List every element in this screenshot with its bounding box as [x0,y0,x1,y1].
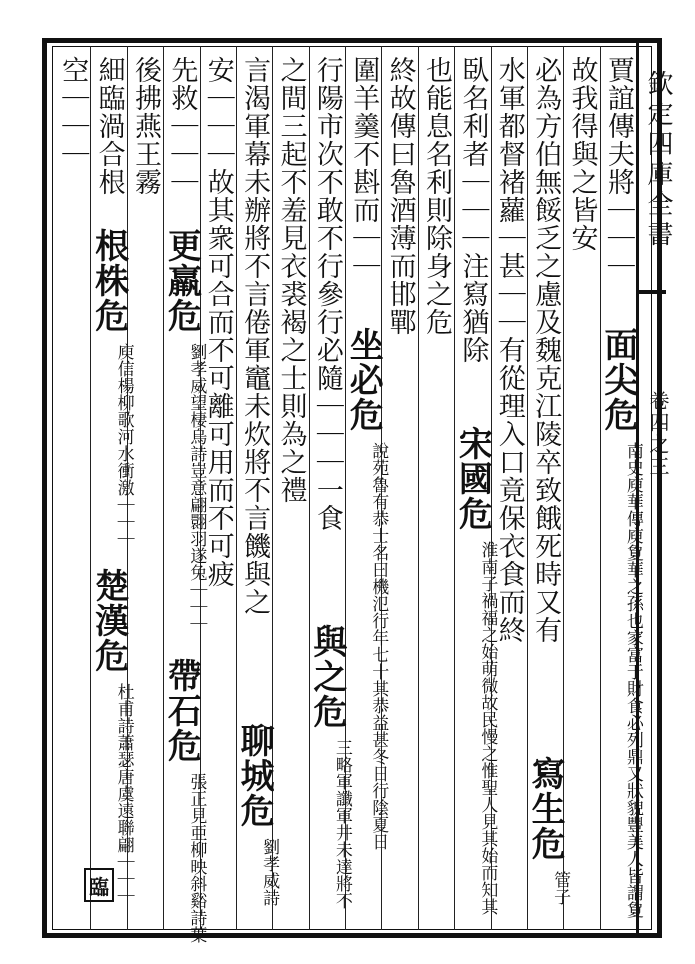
entry-heading: 楚漢危 [88,568,129,673]
annotation-note: 劉孝威詩 [259,838,280,906]
seal-text: 臨 [89,874,109,899]
column-text: 賈誼傳夫將｜｜｜ [602,56,634,280]
text-column [452,56,498,920]
column-text: 圍羊羹不斟而｜｜ [348,56,380,280]
text-column [597,56,643,920]
column-text: 水軍都督褚蘿｜甚｜｜有從理入口竟保衣食而終 [493,56,525,644]
column-text: 先救｜｜｜ [166,56,198,196]
entry-heading: 寫生危 [525,756,566,861]
volume-number: 卷四之三 [646,390,670,478]
column-text: 也能息名利則除身之危 [420,56,452,336]
annotation-note: 庾信楊柳歌河水衝激｜｜｜ [113,343,134,547]
margin-notch [636,290,666,294]
column-text: 安｜｜｜故其衆可合而不可離可用而不可疲 [202,56,234,588]
column-text: 言渴軍幕未辦將不言倦軍竈未炊將不言饑與之 [239,56,271,616]
annotation-note: 管子 [550,871,571,905]
text-column [88,56,134,920]
text-column [234,56,280,920]
book-title: 欽定四庫全書 [643,70,673,250]
column-text: 終故傳曰魯酒薄而邯鄲 [384,56,416,336]
entry-heading: 面尖危 [597,327,638,432]
text-column [420,56,452,920]
column-text: 之間三起不羞見衣裘褐之士則為之禮 [275,56,307,504]
entry-heading: 帶石危 [161,658,202,763]
annotation-note: 杜甫詩蕭瑟唐虞遠聯翩｜｜｜ [113,683,134,904]
text-column [202,56,234,920]
column-text: 行陽市次不敢不行參行必隨｜｜｜一食 [311,56,343,532]
text-column [306,56,352,920]
text-column [565,56,597,920]
entry-heading: 與之危 [306,624,347,729]
annotation-note: 張正見亜柳映斜谿詩葉 [186,773,207,943]
entry-heading: 宋國危 [452,426,493,531]
text-column [274,56,306,920]
column-text: 臥名利者｜｜｜注寫猶除 [457,56,489,364]
text-column [525,56,571,920]
column-text: 細臨渦合根 [93,56,125,196]
annotation-note: 劉孝威望棲烏詩豈意翩翾羽遂兔｜｜｜ [186,343,207,632]
entry-heading: 聊城危 [234,723,275,828]
column-text: 必為方伯無餒乏之慮及魏克江陵卒致餓死時又有 [530,56,562,644]
annotation-note: 淮南子禍福之始萌微故民慢之惟聖人見其始而知其 [477,541,498,915]
entry-heading: 更羸危 [161,228,202,333]
entry-heading: 根株危 [88,228,129,333]
text-column [161,56,207,943]
text-column [493,56,525,920]
annotation-note: 說苑魯有恭士名曰機氾行年七十其恭益甚冬日行陰夏日 [368,442,389,850]
column-text: 後拂燕王霧 [129,56,161,196]
annotation-note: 三略軍讖軍井未達將不 [331,739,352,909]
text-column [56,56,88,920]
column-text: 故我得與之皆安 [566,56,598,252]
text-column [383,56,415,920]
entry-heading: 坐必危 [343,327,384,432]
annotation-note: 南史庾華傳庾夐華之孫也家富于財食必列鼎又狀貌豐美人皆謂夐 [622,442,643,918]
seal-stamp [84,868,114,902]
column-text: 空｜｜｜ [57,56,89,168]
